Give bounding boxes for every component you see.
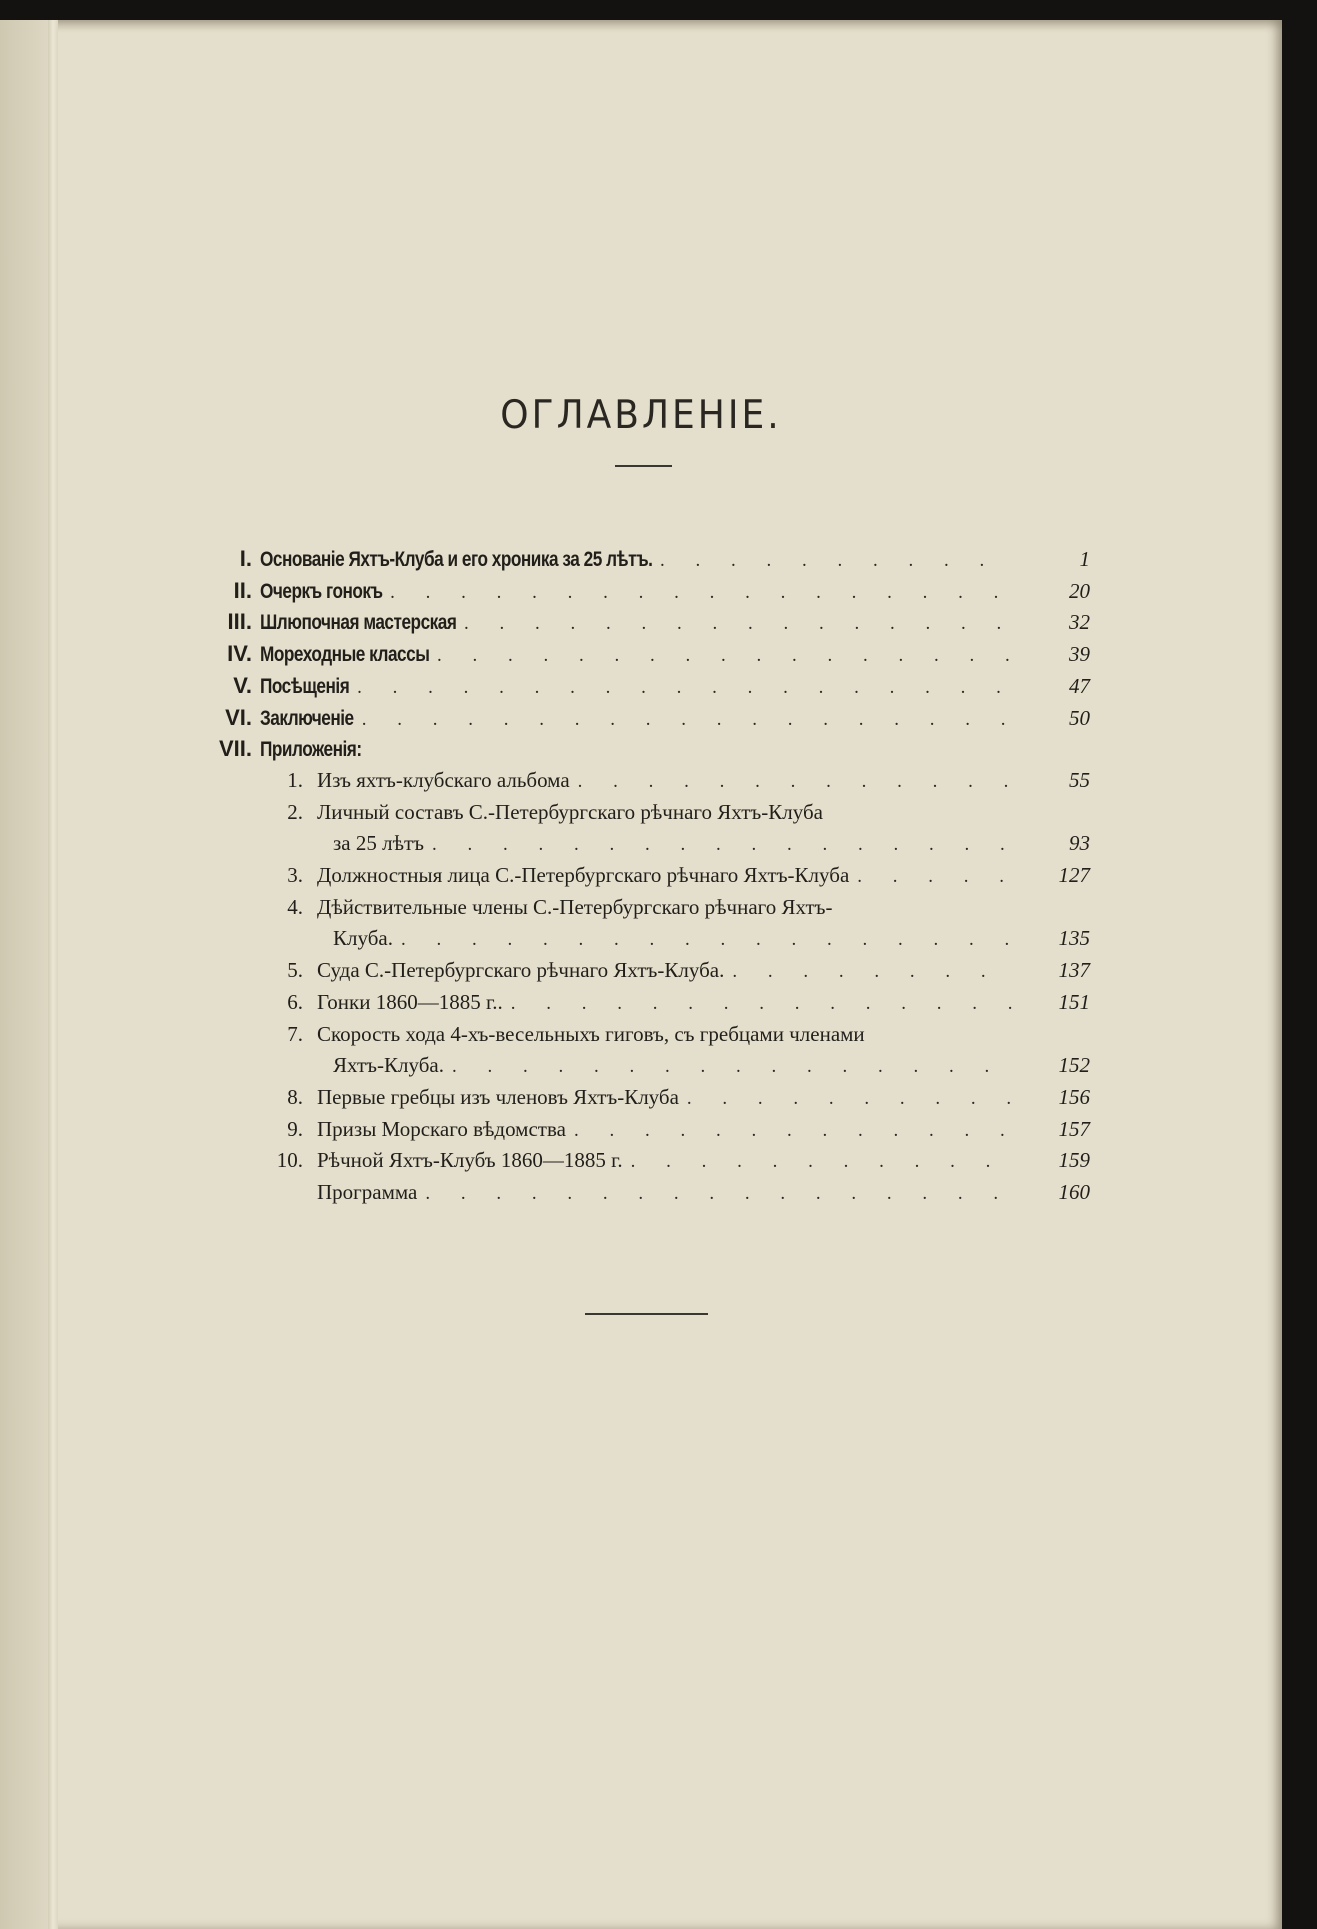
page-number: 55 (1069, 767, 1090, 792)
page-number: 135 (1058, 926, 1090, 951)
toc-entry (200, 1053, 1090, 1085)
toc-entry (200, 641, 1090, 673)
entry-title: Мореходные классы (260, 643, 430, 667)
entry-title: Должностныя лица С.-Петербургскаго рѣчнаго Яхтъ-Клуба (317, 863, 850, 887)
page-number: 159 (1058, 1148, 1090, 1173)
entry-title: Рѣчной Яхтъ-Клубъ 1860—1885 г. (317, 1148, 623, 1173)
entry-title: Яхтъ-Клуба. (333, 1053, 444, 1078)
dot-leader (432, 834, 1016, 856)
entry-title: Программа (317, 1180, 418, 1204)
entry-number: 1. (287, 767, 303, 792)
bottom-rule (585, 1313, 708, 1315)
book-page (0, 20, 1282, 1929)
dot-leader (357, 677, 1016, 699)
toc-entry (200, 673, 1090, 705)
title-rule (615, 465, 672, 467)
toc-entry (200, 990, 1090, 1022)
toc-entry (200, 705, 1090, 737)
toc-entry (200, 609, 1090, 641)
page-number: 39 (1069, 642, 1090, 667)
page-number: 20 (1069, 578, 1090, 603)
entry-number: II. (233, 577, 252, 603)
toc-entry (200, 768, 1090, 800)
page-number: 127 (1058, 863, 1090, 887)
toc-entry (200, 736, 1090, 768)
entry-title: Личный составъ С.-Петербургскаго рѣчнаго Яхтъ-Клуба (317, 799, 823, 824)
toc-entry (200, 1148, 1090, 1180)
dot-leader (362, 709, 1016, 731)
dot-leader (687, 1088, 1016, 1110)
entry-title: Посѣщенія (260, 674, 350, 698)
entry-title: Призы Морскаго вѣдомства (317, 1116, 566, 1141)
dot-leader (578, 771, 1016, 793)
toc-entry (200, 1180, 1090, 1212)
toc-entry (200, 895, 1090, 927)
entry-title: Клуба. (333, 926, 393, 951)
entry-title: Основаніе Яхтъ-Клуба и его хроника за 25 лѣтъ. (260, 548, 653, 571)
entry-title: Заключеніе (260, 706, 354, 730)
page-number: 156 (1058, 1084, 1090, 1109)
dot-leader (511, 993, 1016, 1015)
entry-number: 5. (287, 958, 303, 983)
entry-number: 6. (287, 989, 303, 1014)
dot-leader (464, 613, 1016, 635)
dot-leader (631, 1151, 1016, 1173)
toc-entry (200, 958, 1090, 990)
page-gutter (48, 20, 58, 1929)
entry-title: Суда С.-Петербургскаго рѣчнаго Яхтъ-Клуба. (317, 958, 725, 983)
entry-title: Шлюпочная мастерская (260, 611, 457, 635)
entry-number: I. (239, 546, 252, 571)
page-number: 93 (1069, 831, 1090, 856)
dot-leader (857, 866, 1016, 888)
page-number: 151 (1058, 989, 1090, 1014)
dot-leader (390, 582, 1016, 604)
dot-leader (452, 1056, 1016, 1078)
page-title: ОГЛАВЛЕНІЕ. (500, 392, 782, 439)
page-number: 47 (1069, 673, 1090, 698)
page-number: 137 (1058, 958, 1090, 983)
toc-entry (200, 1022, 1090, 1054)
entry-title: Первые гребцы изъ членовъ Яхтъ-Клуба (317, 1084, 679, 1109)
entry-number: 3. (287, 863, 303, 887)
toc-entry (200, 863, 1090, 895)
toc-entry (200, 578, 1090, 610)
entry-number: 4. (287, 894, 303, 919)
page-number: 50 (1069, 705, 1090, 730)
dot-leader (574, 1120, 1016, 1142)
toc-entry (200, 831, 1090, 863)
entry-number: 10. (276, 1148, 303, 1173)
entry-title: Изъ яхтъ-клубскаго альбома (317, 767, 570, 792)
page-number: 152 (1058, 1053, 1090, 1078)
toc-entry (200, 1085, 1090, 1117)
toc-entry (200, 800, 1090, 832)
entry-title: Дѣйствительные члены С.-Петербургскаго рѣчнаго Яхтъ- (317, 894, 833, 919)
entry-number: V. (233, 672, 252, 698)
entry-title: Скорость хода 4-хъ-весельныхъ гиговъ, съ гребцами членами (317, 1021, 865, 1046)
page-number: 1 (1079, 547, 1090, 571)
entry-number: III. (227, 609, 252, 635)
entry-number: 7. (287, 1021, 303, 1046)
toc-entry (200, 1117, 1090, 1149)
toc-entry (200, 546, 1090, 578)
page-number: 32 (1069, 610, 1090, 635)
entry-title: Приложенія: (260, 738, 362, 762)
entry-number: VII. (218, 736, 252, 762)
entry-number: 9. (287, 1116, 303, 1141)
dot-leader (437, 645, 1016, 667)
entry-title: за 25 лѣтъ (333, 831, 425, 856)
previous-page-edge (0, 20, 48, 1929)
entry-number: VI. (225, 704, 252, 730)
entry-title: Очеркъ гонокъ (260, 579, 383, 603)
dot-leader (425, 1183, 1016, 1205)
entry-number: 2. (287, 799, 303, 824)
page-number: 157 (1058, 1116, 1090, 1141)
dot-leader (732, 961, 1016, 983)
page-number: 160 (1058, 1180, 1090, 1204)
entry-number: 8. (287, 1084, 303, 1109)
dot-leader (660, 550, 1016, 572)
entry-number: IV. (227, 641, 252, 667)
toc-entry (200, 926, 1090, 958)
entry-title: Гонки 1860—1885 г.. (317, 989, 503, 1014)
dot-leader (401, 929, 1016, 951)
